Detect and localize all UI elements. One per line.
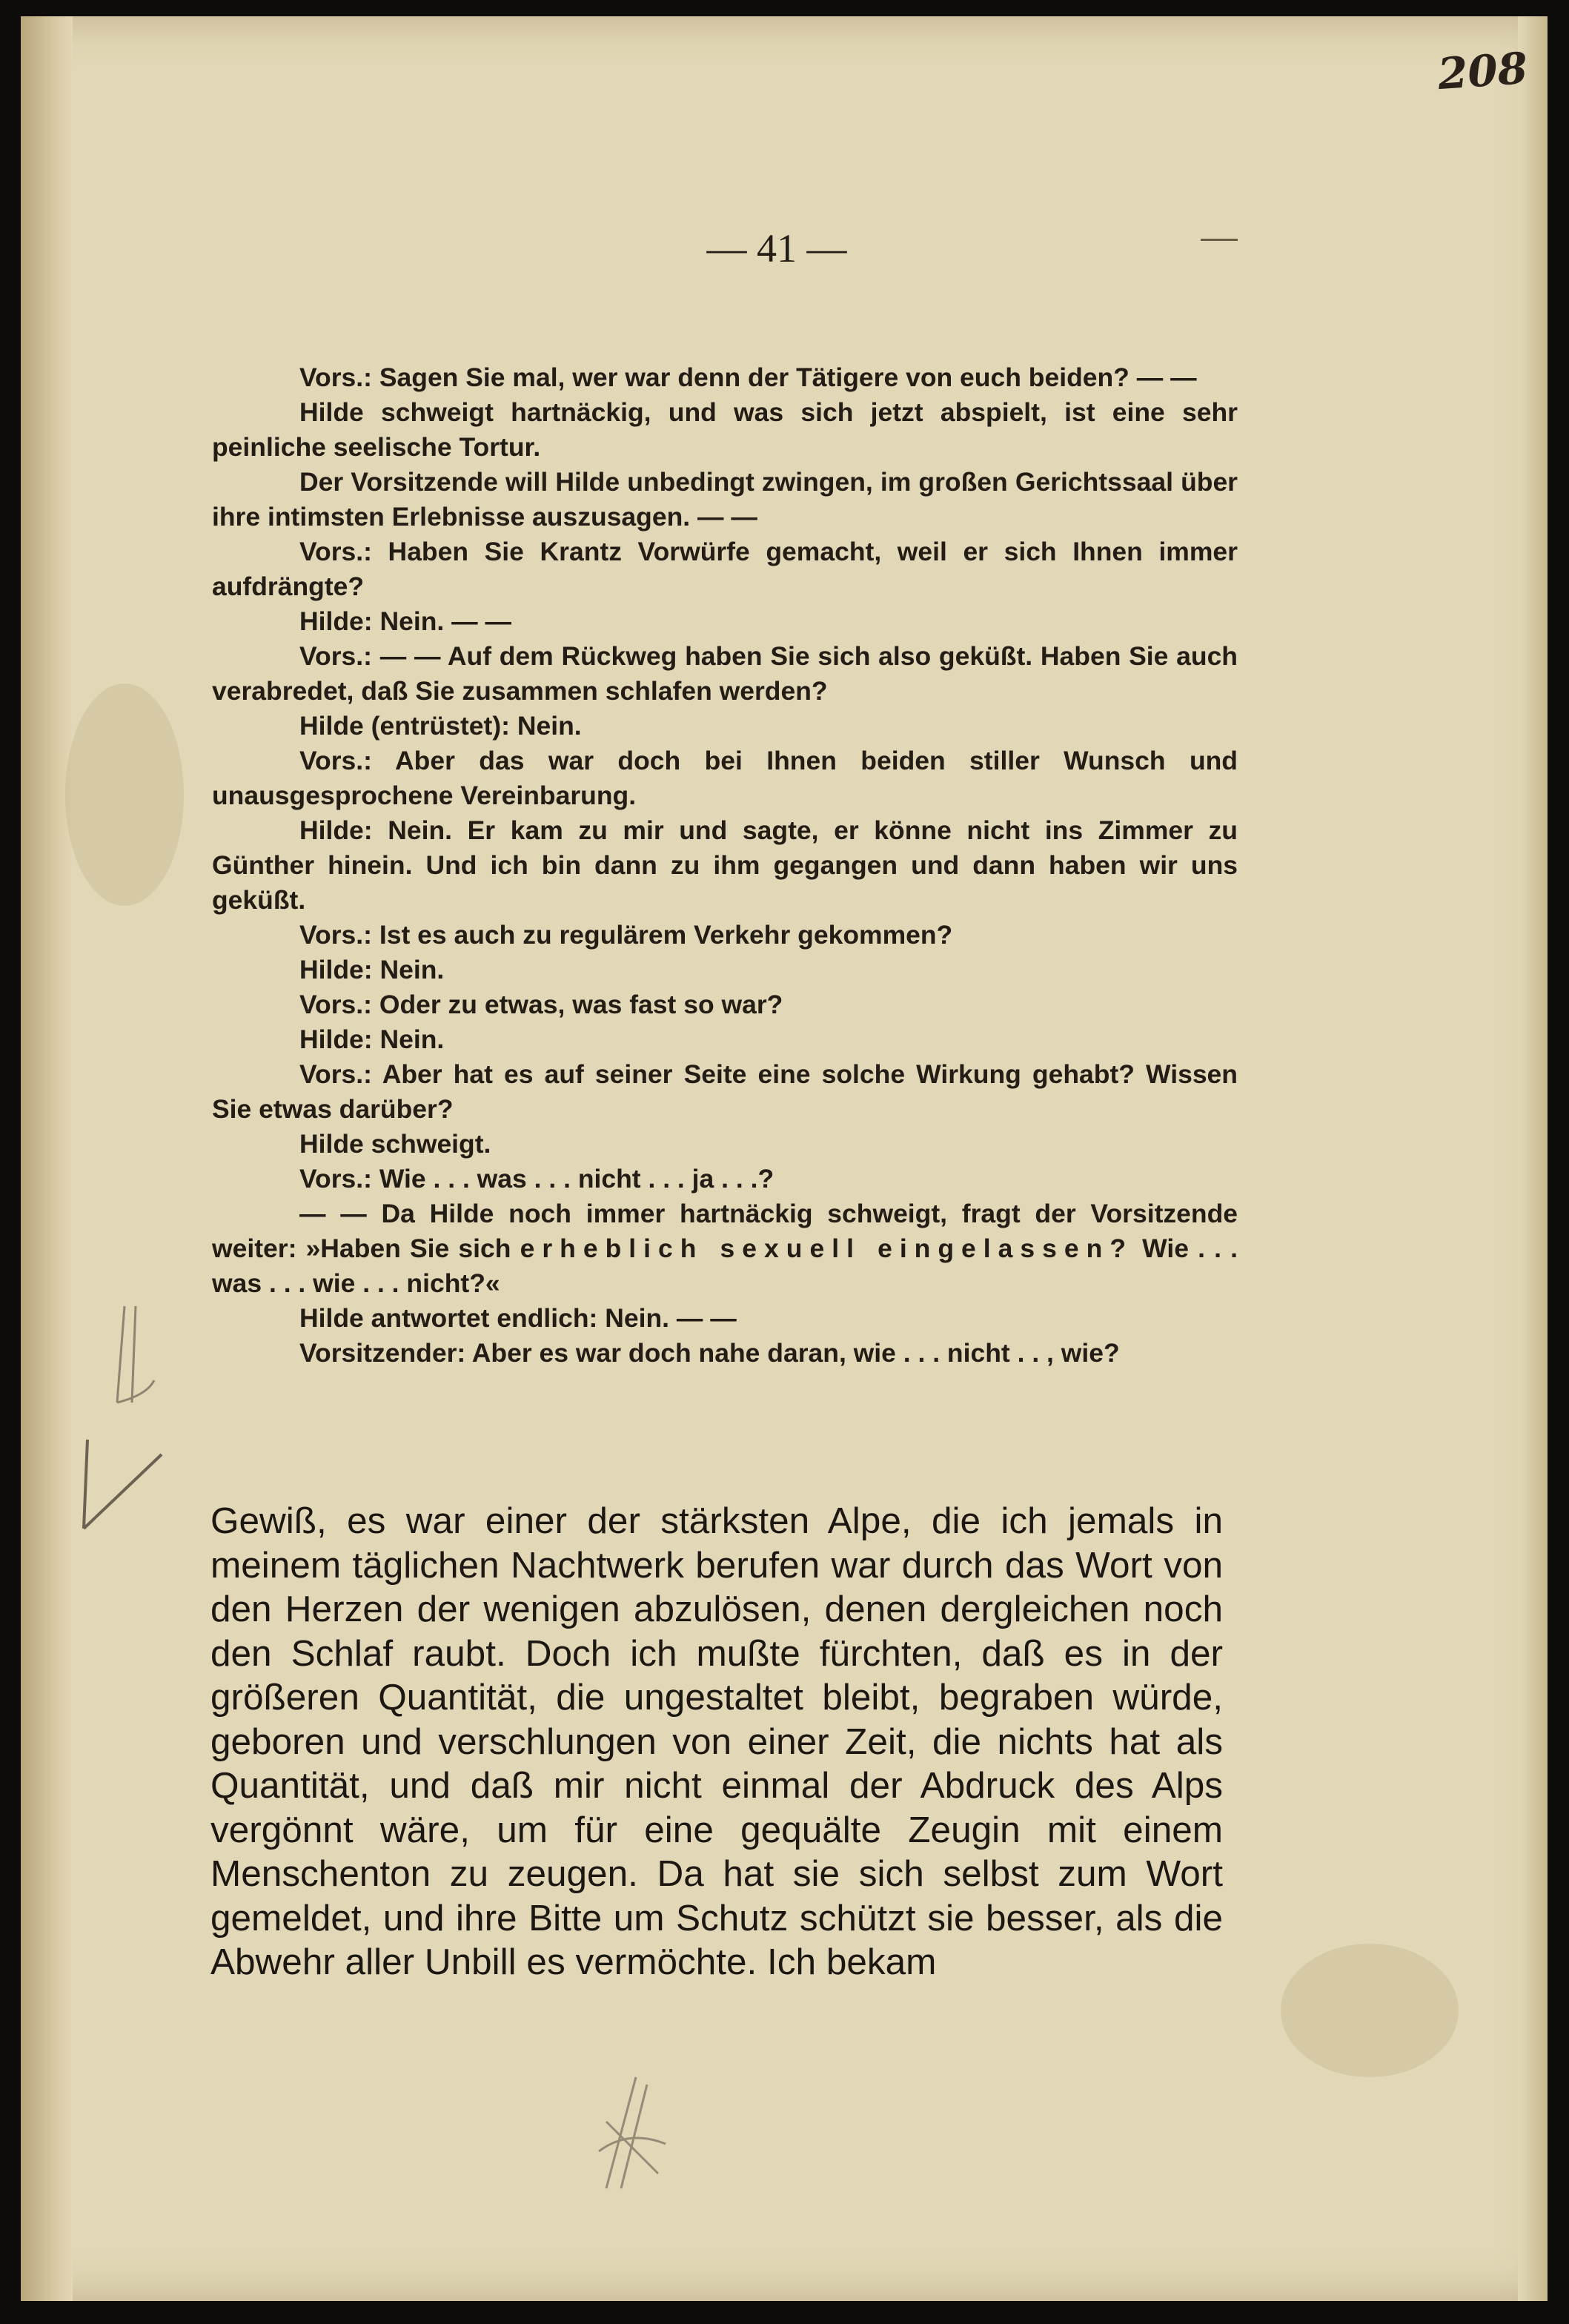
dialogue-line: Hilde antwortet endlich: Nein. — — [299, 1303, 737, 1333]
dialogue-line: Hilde (entrüstet): Nein. [299, 711, 582, 741]
dialogue-line: Vors.: Sagen Sie mal, wer war denn der Tätigere von euch beiden? — — [299, 362, 1197, 392]
dialogue-line: Vors.: Wie . . . was . . . nicht . . . ja . . .? [299, 1164, 774, 1194]
dialogue-line: Vors.: Aber hat es auf seiner Seite eine solche Wirkung gehabt? Wissen Sie etwas darüber? [212, 1059, 1238, 1124]
page-edge [1518, 16, 1548, 2301]
paper-stain [1281, 1944, 1459, 2077]
scribble-stroke [599, 2077, 666, 2188]
dialogue-line: Hilde: Nein. Er kam zu mir und sagte, er könne nicht ins Zimmer zu Günther hinein. Und ich bin dann zu ihm gegangen und dann haben wir uns geküßt. [212, 815, 1238, 915]
dialogue-line: Hilde schweigt hartnäckig, und was sich jetzt abspielt, ist eine sehr peinliche seelische Tortur. [212, 397, 1238, 462]
dialogue-line: Vors.: Oder zu etwas, was fast so war? [299, 990, 783, 1019]
dialogue-line: Vors.: Ist es auch zu regulärem Verkehr gekommen? [299, 920, 953, 950]
margin-pencil-marks [73, 1291, 176, 1588]
commentary-paragraph [210, 1499, 1223, 1984]
page-number: — 41 — [706, 226, 847, 271]
dialogue-intro: — — Da Hilde noch immer hartnäckig schweigt, fragt der Vorsitzende weiter: »Haben Sie sich [212, 1199, 1238, 1263]
dialogue-outro: Wie . . . was . . . wie . . . nicht?« [212, 1234, 1238, 1298]
book-page [21, 16, 1548, 2301]
bottom-pencil-scribble [584, 2062, 680, 2203]
dialogue-line: Hilde: Nein. — — [299, 606, 511, 636]
header-rule [1201, 239, 1238, 241]
spaced-emphasis: erheblich sexuell eingelassen? [520, 1234, 1134, 1263]
dialogue-line: Vors.: Haben Sie Krantz Vorwürfe gemacht, weil er sich Ihnen immer aufdrängte? [212, 537, 1238, 601]
dialogue-line: Vors.: Aber das war doch bei Ihnen beiden stiller Wunsch und unausgesprochene Vereinbarung. [212, 746, 1238, 810]
dialogue-line [212, 1196, 1238, 1301]
margin-stroke [117, 1306, 154, 1403]
dialogue-line: Hilde schweigt. [299, 1129, 491, 1159]
dialogue-line: Vorsitzender: Aber es war doch nahe daran, wie . . . nicht . . , wie? [299, 1338, 1120, 1368]
page-gutter [21, 16, 73, 2301]
commentary-text: Gewiß, es war einer der stärksten Alpe, die ich jemals in meinem täglichen Nachtwerk berufen war durch das Wort von den Herzen der wenigen abzulösen, denen dergleichen noch den Schlaf raubt. Doch ich mußte fürchten, daß es in der größeren Quantität, die ungestaltet bleibt, begraben würde, geboren und verschlungen von einer Zeit, die nichts hat als Quantität, und daß mir nicht einmal der Abdruck des Alps vergönnt wäre, um für eine gequälte Zeugin mit einem Menschenton zu zeugen. Da hat sie sich selbst zum Wort gemeldet, und ihre Bitte um Schutz schützt sie besser, als die Abwehr aller Unbill es vermöchte. Ich bekam [210, 1500, 1223, 1982]
dialogue-line: Der Vorsitzende will Hilde unbedingt zwingen, im großen Gerichtssaal über ihre intimsten Erlebnisse auszusagen. — — [212, 467, 1238, 532]
paper-stain [65, 683, 184, 906]
dialogue-line: Hilde: Nein. [299, 1024, 445, 1054]
trial-dialogue [212, 360, 1238, 1371]
archive-number: 208 [1436, 42, 1530, 100]
margin-checkmark [84, 1440, 162, 1529]
dialogue-line: Vors.: — — Auf dem Rückweg haben Sie sich also geküßt. Haben Sie auch verabredet, daß Sie zusammen schlafen werden? [212, 641, 1238, 706]
dialogue-line: Hilde: Nein. [299, 955, 445, 984]
